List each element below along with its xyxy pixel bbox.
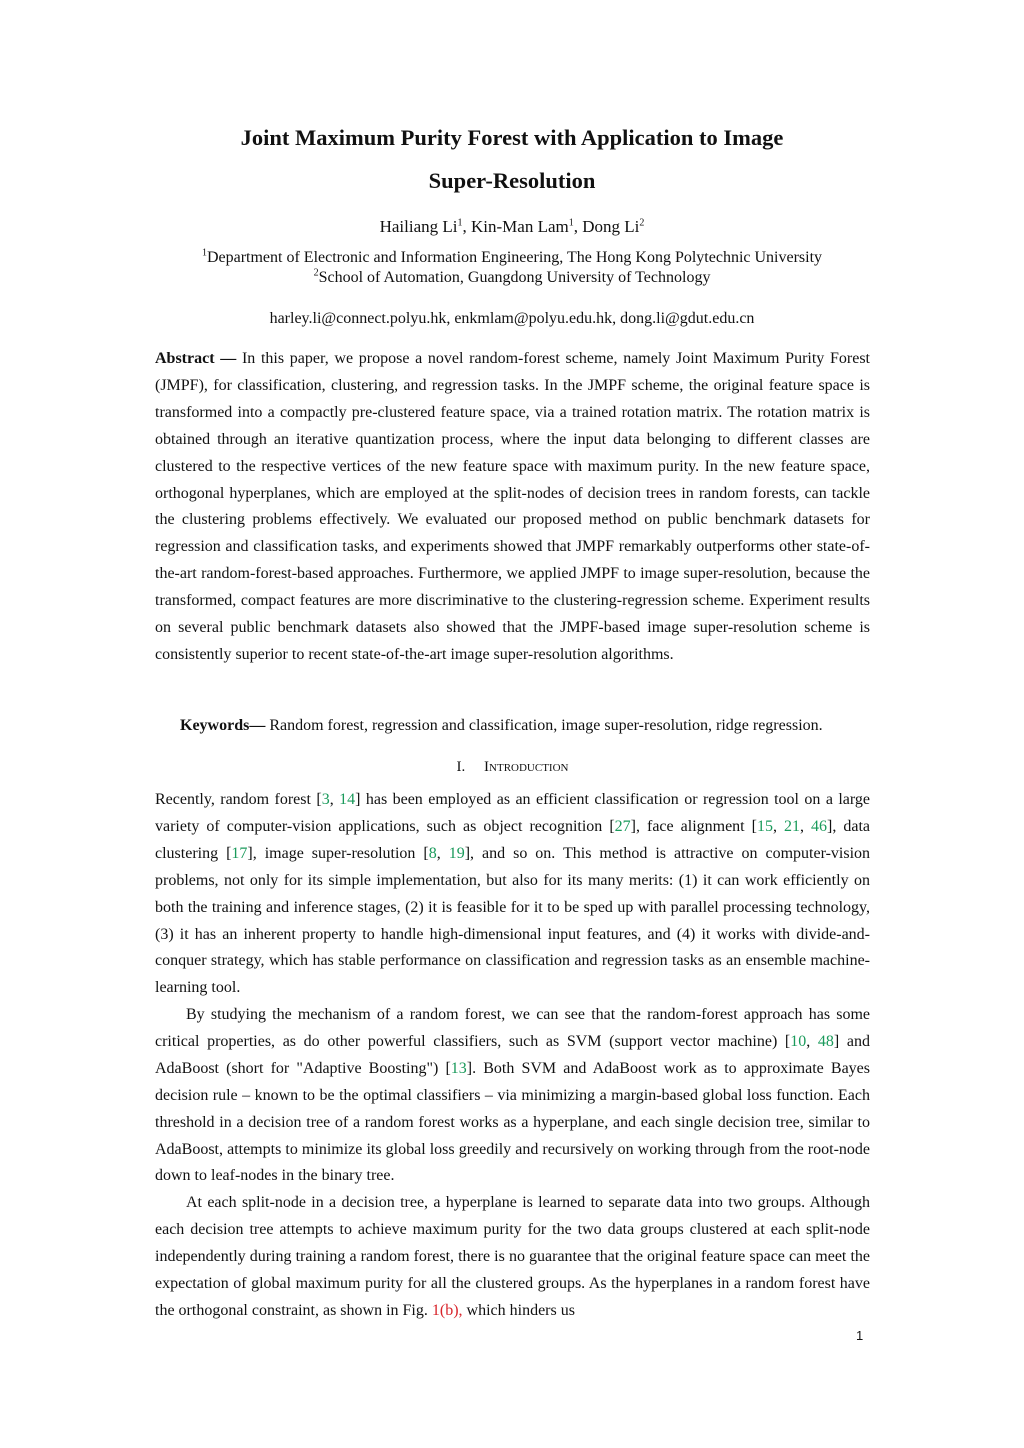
abstract-text: In this paper, we propose a novel random-forest scheme, namely Joint Maximum Purity Forest (JMPF), for classification, clustering, and regression tasks. In the JMPF scheme, the original feature space is transformed into a compactly pre-clustered feature space, via a trained rotation matrix. The rotation matrix is obtained through an iterative quantization process, where the input data belonging to different classes are clustered to the respective vertices of the new feature space with maximum purity. In the new feature space, orthogonal hyperplanes, which are employed at the split-nodes of decision trees in random forests, can tackle the clustering problems effectively. We evaluated our proposed method on public benchmark datasets for regression and classification tasks, and experiments showed that JMPF remarkably outperforms other state-of-the-art random-forest-based approaches. Furthermore, we applied JMPF to image super-resolution, because the transformed, compact features are more discriminative to the clustering-regression scheme. Experiment results on several public benchmark datasets also showed that the JMPF-based image super-resolution scheme is consistently superior to recent state-of-the-art image super-resolution algorithms. — [155, 350, 870, 663]
abstract-label: Abstract — — [155, 350, 237, 367]
paper-title-line-1: Joint Maximum Purity Forest with Application to Image — [240, 125, 784, 150]
body-text: which hinders us — [462, 1301, 575, 1319]
citation-link[interactable]: 13 — [450, 1059, 467, 1077]
abstract — [155, 346, 870, 669]
body-text: ] has been employed as an efficient classification or regression tool on a large variety of computer-vision applications, such as object recognition [ — [155, 791, 871, 835]
intro-paragraph-1 — [155, 787, 870, 1002]
affiliation-1 — [100, 248, 924, 267]
keywords-label: Keywords— — [180, 717, 266, 734]
figure-reference-link[interactable]: 1(b), — [431, 1301, 463, 1319]
author-affil-sup: 1 — [568, 217, 574, 229]
body-text: ] and AdaBoost (short for "Adaptive Boosting") [ — [155, 1032, 871, 1077]
body-text: ], data clustering [ — [155, 817, 870, 862]
body-text: By studying the mechanism of a random forest, we can see that the random-forest approach has some critical properties, as do other powerful classifiers, such as SVM (support vector machine) [ — [155, 1006, 870, 1050]
body-text: , — [772, 817, 784, 835]
author-name: Hailiang Li — [379, 217, 458, 236]
body-text: , — [436, 844, 449, 862]
citation-link[interactable]: 17 — [231, 844, 248, 862]
body-text: , — [799, 817, 811, 835]
body-text: ], image super-resolution [ — [247, 844, 429, 862]
keywords — [155, 714, 870, 738]
body-text: , — [806, 1032, 818, 1050]
citation-link[interactable]: 8 — [428, 844, 437, 862]
author-affil-sup: 2 — [639, 217, 645, 229]
page-number: 1 — [856, 1328, 864, 1343]
keywords-text: Random forest, regression and classification, image super-resolution, ridge regression. — [265, 717, 823, 734]
body-text: Recently, random forest [ — [155, 791, 322, 808]
paper-title-line-2: Super-Resolution — [428, 168, 596, 193]
affiliation-2 — [100, 268, 924, 287]
affiliation-sup: 2 — [313, 267, 319, 279]
section-title: Introduction — [484, 759, 569, 775]
author-list: Hailiang Li$^1$, Kin-Man Lam$^1$, Dong Li$^2$ — [379, 217, 645, 236]
citation-link[interactable]: 10 — [790, 1032, 807, 1050]
body-text: ]. Both SVM and AdaBoost work as to approximate Bayes decision rule – known to be the optimal classifiers – via minimizing a margin-based global loss function. Each threshold in a decision tree of a random forest works as a hyperplane, and each single decision tree, similar to AdaBoost, attempts to minimize its global loss greedily and recursively on working through from the root-node down to leaf-nodes in the binary tree. — [155, 1059, 870, 1185]
section-number: I. — [456, 759, 466, 775]
intro-paragraph-2 — [155, 1002, 870, 1190]
author-name: Dong Li — [582, 217, 640, 236]
citation-link[interactable]: 27 — [614, 817, 631, 835]
author-affil-sup: 1 — [457, 217, 463, 229]
affiliation-text: Department of Electronic and Information Engineering, The Hong Kong Polytechnic University — [206, 249, 823, 266]
citation-link[interactable]: 15 — [756, 817, 773, 835]
author-emails: harley.li@connect.polyu.hk, enkmlam@polyu.edu.hk, dong.li@gdut.edu.cn — [269, 310, 755, 327]
body-text: , — [329, 791, 340, 808]
author-name: Kin-Man Lam — [471, 217, 569, 236]
citation-link[interactable]: 19 — [448, 844, 465, 862]
citation-link[interactable]: 48 — [817, 1032, 834, 1050]
body-text: At each split-node in a decision tree, a hyperplane is learned to separate data into two groups. Although each decision tree attempts to achieve maximum purity for the two data groups clustered at each split-node independently during training a random forest, there is no guarantee that the original feature space can meet the expectation of global maximum purity for all the clustered groups. As the hyperplanes in a random forest have the orthogonal constraint, as shown in Fig. — [155, 1194, 870, 1319]
section-heading — [155, 757, 870, 777]
affiliation-text: School of Automation, Guangdong University of Technology — [318, 269, 711, 286]
body-text: ], and so on. This method is attractive on computer-vision problems, not only for its simple implementation, but also for its many merits: (1) it can work efficiently on both the training and inference stages, (2) it is feasible for it to be sped up with parallel processing technology, (3) it has an inherent property to handle high-dimensional input features, and (4) it works with divide-and-conquer strategy, which has stable performance on classification and regression tasks as an ensemble machine-learning tool. — [155, 844, 871, 997]
intro-paragraph-3 — [155, 1190, 870, 1325]
affiliation-sup: 1 — [201, 247, 207, 259]
citation-link[interactable]: 14 — [339, 791, 356, 808]
body-text: ], face alignment [ — [630, 817, 757, 835]
citation-link[interactable]: 3 — [321, 791, 330, 808]
citation-link[interactable]: 21 — [783, 817, 800, 835]
citation-link[interactable]: 46 — [811, 817, 827, 835]
